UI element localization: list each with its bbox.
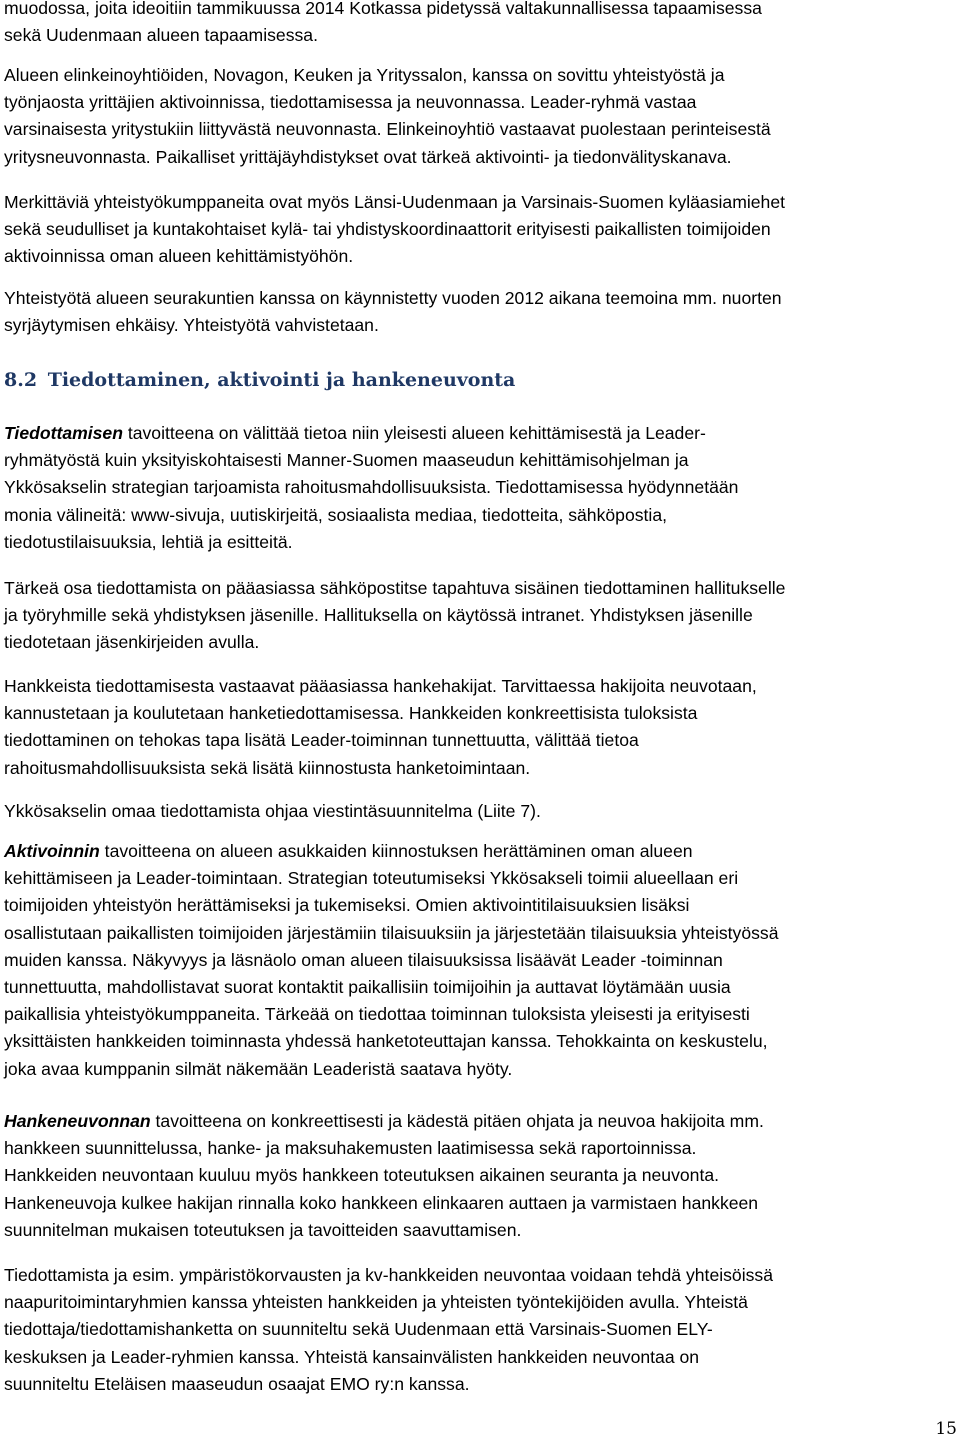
section-heading [4, 369, 515, 391]
text-line: hankkeen suunnittelussa, hanke- ja maksuhakemusten laatimisessa sekä raportoinnissa. [4, 1138, 697, 1159]
text-line: tiedotustilaisuuksia, lehtiä ja esitteitä. [4, 531, 293, 552]
term-project-advisory: Hankeneuvonnan [4, 1111, 151, 1131]
text-line: tiedottaja/tiedottamishanketta on suunniteltu sekä Uudenmaan että Varsinais-Suomen ELY- [4, 1319, 713, 1340]
text-line: sekä seudulliset ja kuntakohtaiset kylä- tai yhdistyskoordinaattorit erityisesti paikallisten toimijoiden [4, 219, 771, 240]
text-line: syrjäytymisen ehkäisy. Yhteistyötä vahvistetaan. [4, 315, 379, 336]
section-title: Tiedottaminen, aktivointi ja hankeneuvonta [47, 369, 516, 391]
text-line: toimijoiden yhteistyön herättämiseksi ja tukemiseksi. Omien aktivointitilaisuuksien lisäksi [4, 895, 690, 916]
text-line: monia välineitä: www-sivuja, uutiskirjeitä, sosiaalista mediaa, tiedotteita, sähköpostia, [4, 504, 668, 525]
text-line: suunnitelman mukaisen toteutuksen ja tavoitteiden saavuttamisen. [4, 1219, 522, 1240]
text-line: yksittäisten hankkeiden toiminnasta yhdessä hanketoteuttajan kanssa. Tehokkainta on keskustelu, [4, 1031, 768, 1052]
paragraph-joint-advisory [4, 1262, 956, 1398]
text-line: Yhteistyötä alueen seurakuntien kanssa on käynnistetty vuoden 2012 aikana teemoina mm. nuorten [4, 288, 782, 308]
text-line: yritysneuvonnasta. Paikalliset yrittäjäyhdistykset ovat tärkeä aktivointi- ja tiedonvälityskanava. [4, 146, 732, 167]
text-line: kannustetaan ja koulutetaan hanketiedottamisessa. Hankkeiden konkreettisista tuloksista [4, 703, 698, 724]
text-line: tiedotetaan jäsenkirjeiden avulla. [4, 632, 260, 653]
paragraph-communication-plan [4, 798, 956, 825]
text-line: työnjaosta yrittäjien aktivoinnissa, tiedottamisessa ja neuvonnassa. Leader-ryhmä vastaa [4, 92, 697, 113]
text-line: muiden kanssa. Näkyvyys ja läsnäolo oman alueen tilaisuuksissa lisäävät Leader -toiminnan [4, 949, 723, 970]
text-fragment: tavoitteena on välittää tietoa niin yleisesti alueen kehittämisestä ja Leader- [122, 423, 706, 443]
text-line [4, 1108, 956, 1135]
paragraph-internal-informing [4, 575, 956, 657]
text-line: Tärkeä osa tiedottamista on pääasiassa sähköpostitse tapahtuva sisäinen tiedottaminen hallitukselle [4, 578, 786, 598]
text-line: ryhmätyöstä kuin yksityiskohtaisesti Manner-Suomen maaseudun kehittämisohjelman ja [4, 450, 689, 471]
text-fragment: tavoitteena on konkreettisesti ja kädestä pitäen ohjata ja neuvoa hakijoita mm. [150, 1111, 764, 1131]
text-line: tunnettuutta, mahdollistavat suorat kontaktit paikallisiin toimijoihin ja auttavat löytämään uusia [4, 977, 731, 998]
text-line: paikallisia yhteistyökumppaneita. Tärkeää on tiedottaa toiminnan tuloksista yleisesti ja erityisesti [4, 1004, 750, 1025]
text-line: Ykkösakselin omaa tiedottamista ohjaa viestintäsuunnitelma (Liite 7). [4, 801, 541, 821]
text-line: aktivoinnissa oman alueen kehittämistyöhön. [4, 246, 354, 267]
text-line: Ykkösakselin strategian tarjoamista rahoitusmahdollisuuksista. Tiedottamisessa hyödynnetään [4, 477, 739, 498]
term-informing: Tiedottamisen [4, 423, 123, 443]
paragraph-cooperation [4, 62, 956, 171]
text-line: suunniteltu Eteläisen maaseudun osaajat EMO ry:n kanssa. [4, 1373, 470, 1394]
paragraph-activation [4, 838, 956, 1083]
term-activation: Aktivoinnin [4, 841, 100, 861]
text-line [4, 838, 956, 865]
text-line: Tiedottamista ja esim. ympäristökorvausten ja kv-hankkeiden neuvontaa voidaan tehdä yhteisöissä [4, 1265, 774, 1285]
text-line: ja työryhmille sekä yhdistyksen jäsenille. Hallituksella on käytössä intranet. Yhdistyksen jäsenille [4, 605, 753, 626]
page-number: 15 [935, 1419, 957, 1439]
text-line: rahoitusmahdollisuuksista sekä lisätä kiinnostusta hanketoimintaan. [4, 757, 531, 778]
paragraph-parishes [4, 285, 956, 339]
text-line: muodossa, joita ideoitiin tammikuussa 2014 Kotkassa pidetyssä valtakunnallisessa tapaamisessa [4, 0, 762, 18]
text-line [4, 420, 956, 447]
text-line: sekä Uudenmaan alueen tapaamisessa. [4, 25, 318, 46]
text-fragment: tavoitteena on alueen asukkaiden kiinnostuksen herättäminen oman alueen [99, 841, 693, 861]
text-line: keskuksen ja Leader-ryhmien kanssa. Yhteistä kansainvälisten hankkeiden neuvontaa on [4, 1346, 700, 1367]
text-line: osallistutaan paikallisten toimijoiden järjestämiin tilaisuuksiin ja järjestetään tilaisuuksia yhteistyössä [4, 922, 779, 943]
paragraph-project-informing [4, 673, 956, 782]
text-line: naapuritoimintaryhmien kanssa yhteisten hankkeiden ja yhteisten työntekijöiden avulla. Yhteistä [4, 1292, 748, 1313]
text-line: Alueen elinkeinoyhtiöiden, Novagon, Keuken ja Yrityssalon, kanssa on sovittu yhteistyöstä ja [4, 65, 725, 85]
text-line: Hankkeista tiedottamisesta vastaavat pääasiassa hankehakijat. Tarvittaessa hakijoita neuvotaan, [4, 676, 757, 696]
text-line: Hankkeiden neuvontaan kuuluu myös hankkeen toteutuksen aikainen seuranta ja neuvonta. [4, 1165, 720, 1186]
text-line: tiedottaminen on tehokas tapa lisätä Leader-toiminnan tunnettuutta, välittää tietoa [4, 730, 639, 751]
section-number: 8.2 [4, 369, 38, 391]
paragraph-partners [4, 189, 956, 271]
paragraph-intro [4, 0, 956, 49]
text-line: Hankeneuvoja kulkee hakijan rinnalla koko hankkeen elinkaaren auttaen ja varmistaen hankkeen [4, 1192, 759, 1213]
text-line: Merkittäviä yhteistyökumppaneita ovat myös Länsi-Uudenmaan ja Varsinais-Suomen kyläasiamiehet [4, 192, 786, 212]
paragraph-project-advisory [4, 1108, 956, 1244]
text-line: kehittämiseen ja Leader-toimintaan. Strategian toteutumiseksi Ykkösakseli toimii alueellaan eri [4, 868, 739, 889]
text-line: varsinaisesta yritystukiin liittyvästä neuvonnasta. Elinkeinoyhtiö vastaavat puolestaan perinteisestä [4, 119, 771, 140]
paragraph-informing [4, 420, 956, 556]
text-line: joka avaa kumppanin silmät näkemään Leaderistä saatava hyöty. [4, 1058, 513, 1079]
